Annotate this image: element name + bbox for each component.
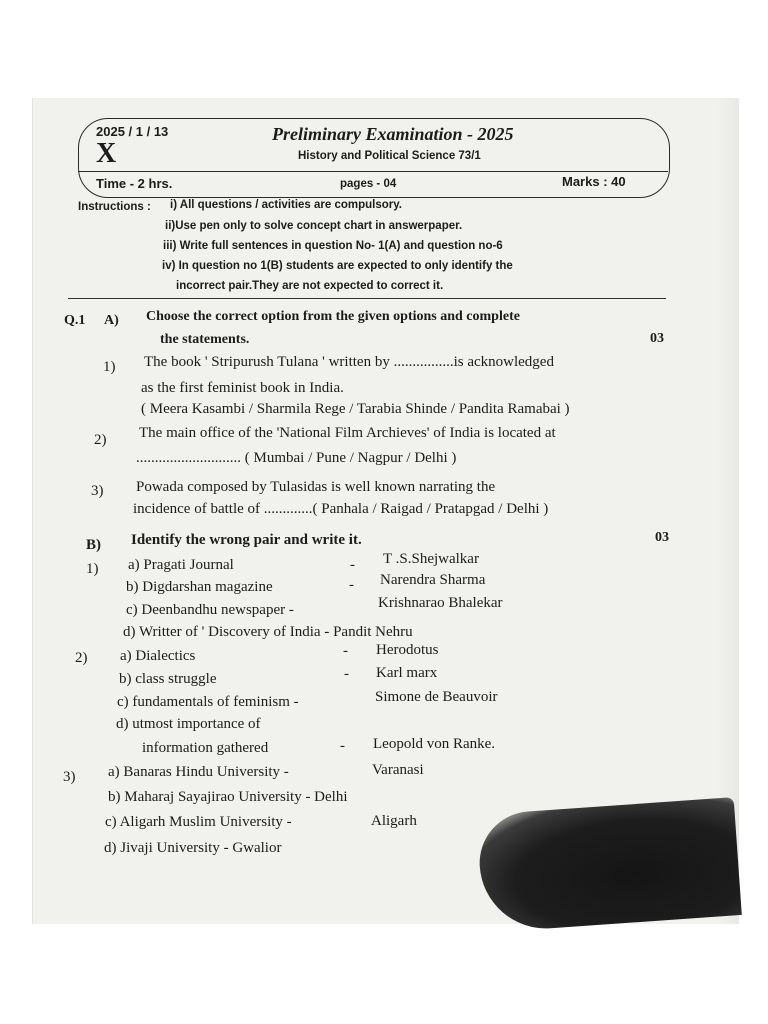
subject-title: History and Political Science 73/1 (298, 150, 481, 162)
instruction-item: iv) In question no 1(B) students are expected to only identify the (162, 260, 513, 272)
pair-left: c) Deenbandhu newspaper - (126, 602, 294, 618)
instructions-label: Instructions : (78, 201, 151, 213)
pair-right: Aligarh (371, 813, 417, 829)
instruction-item: incorrect pair.They are not expected to correct it. (176, 280, 444, 292)
pair-left: a) Dialectics (120, 648, 196, 664)
time-label: Time - 2 hrs. (96, 176, 173, 191)
class-label: X (96, 138, 117, 169)
pages-label: pages - 04 (340, 178, 397, 190)
pair-left: a) Banaras Hindu University - (108, 764, 289, 780)
section-divider (68, 298, 666, 299)
pair-dash: - (349, 577, 354, 593)
item-text: Powada composed by Tulasidas is well known narrating the (136, 479, 496, 495)
pair-dash: - (340, 738, 345, 754)
pair-right: Varanasi (372, 762, 424, 778)
pair-full: d) Jivaji University - Gwalior (104, 840, 282, 856)
pair-left: d) utmost importance of (116, 716, 261, 732)
question-prompt: the statements. (160, 332, 250, 347)
item-options: incidence of battle of .............( Panhala / Raigad / Pratapgad / Delhi ) (133, 501, 549, 517)
item-options: ............................ ( Mumbai / Pune / Nagpur / Delhi ) (136, 450, 457, 466)
pair-left: information gathered (142, 740, 269, 756)
pair-right: Herodotus (376, 642, 439, 658)
item-text: as the first feminist book in India. (141, 380, 344, 396)
pair-dash: - (344, 666, 349, 682)
exam-title: Preliminary Examination - 2025 (272, 124, 514, 144)
pair-group-number: 2) (75, 650, 88, 666)
item-number: 1) (103, 359, 116, 375)
pair-left: a) Pragati Journal (128, 557, 234, 573)
pair-left: b) Digdarshan magazine (126, 579, 273, 595)
question-part: A) (104, 313, 119, 328)
question-prompt: Identify the wrong pair and write it. (131, 532, 362, 548)
pair-left: c) fundamentals of feminism - (117, 694, 299, 710)
pair-right: Narendra Sharma (380, 572, 486, 588)
item-number: 3) (91, 483, 104, 499)
pair-left: c) Aligarh Muslim University - (105, 814, 292, 830)
pair-right: Simone de Beauvoir (375, 689, 498, 705)
pair-dash: - (343, 643, 348, 659)
question-marks: 03 (650, 331, 664, 346)
item-number: 2) (94, 432, 107, 448)
instruction-item: i) All questions / activities are compulsory. (170, 199, 402, 211)
question-prompt: Choose the correct option from the given options and complete (146, 309, 520, 324)
pair-group-number: 1) (86, 561, 99, 577)
pair-dash: - (350, 557, 355, 573)
instruction-item: ii)Use pen only to solve concept chart in answerpaper. (165, 220, 463, 232)
pair-right: Leopold von Ranke. (373, 736, 496, 752)
pair-left: b) class struggle (119, 671, 217, 687)
item-text: The main office of the 'National Film Archieves' of India is located at (139, 425, 556, 441)
question-part: B) (86, 537, 101, 553)
marks-label: Marks : 40 (562, 174, 626, 189)
date-code: 2025 / 1 / 13 (96, 124, 169, 139)
pair-right: T .S.Shejwalkar (383, 551, 479, 567)
header-divider (78, 171, 668, 172)
question-marks: 03 (655, 530, 669, 545)
pair-full: d) Writter of ' Discovery of India - Pandit Nehru (123, 624, 413, 640)
question-number: Q.1 (64, 313, 86, 328)
pair-full: b) Maharaj Sayajirao University - Delhi (108, 789, 348, 805)
item-options: ( Meera Kasambi / Sharmila Rege / Tarabia Shinde / Pandita Ramabai ) (141, 401, 570, 417)
pair-right: Karl marx (376, 665, 438, 681)
item-text: The book ' Stripurush Tulana ' written by ................is acknowledged (144, 354, 554, 370)
finger-shadow (476, 797, 742, 933)
pair-group-number: 3) (63, 769, 76, 785)
instruction-item: iii) Write full sentences in question No- 1(A) and question no-6 (163, 240, 503, 252)
pair-right: Krishnarao Bhalekar (378, 595, 503, 611)
